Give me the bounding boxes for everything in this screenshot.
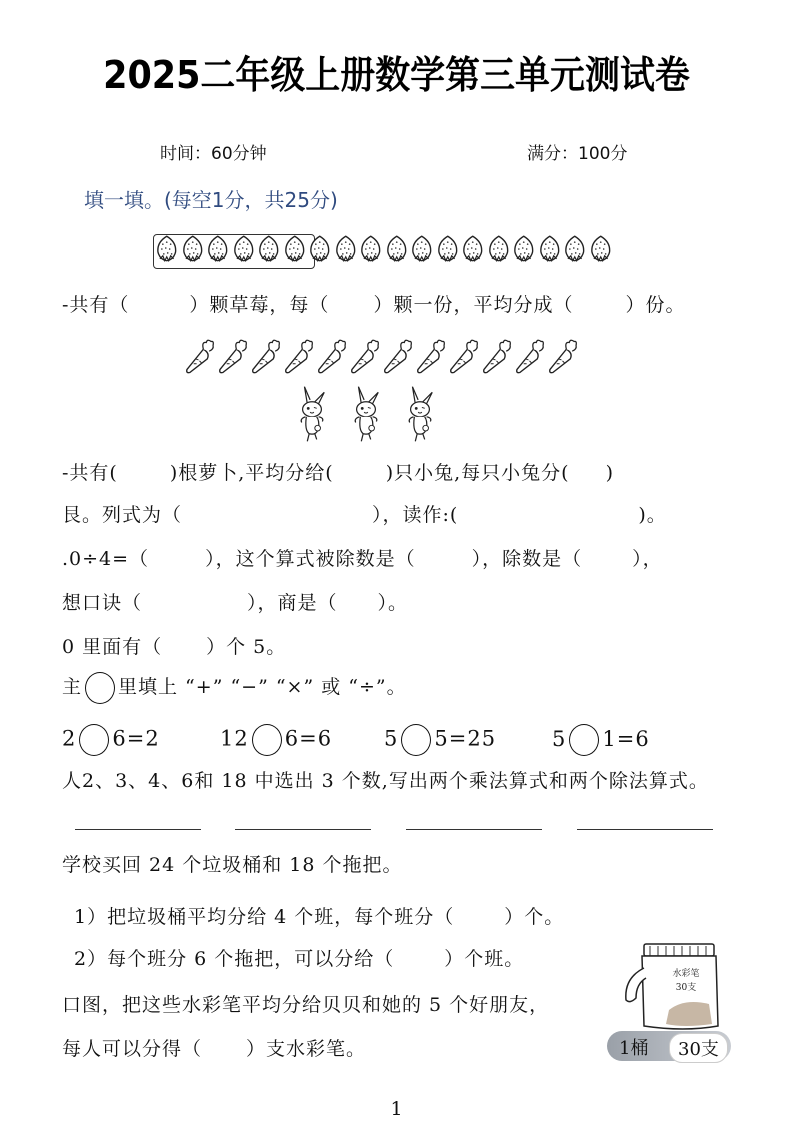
q6-answer-line-2[interactable] <box>235 829 371 830</box>
q7-sub2-text-b: ）个班。 <box>444 948 525 970</box>
strawberry-icon <box>334 234 358 264</box>
q7-sub1-text-b: ）个。 <box>504 906 565 928</box>
carrot-icon <box>283 337 314 377</box>
rabbit-icon <box>350 383 382 445</box>
question-6: 人2、3、4、6和 18 中选出 3 个数,写出两个乘法算式和两个除法算式。 <box>62 770 709 792</box>
time-limit: 时间：60分钟 <box>160 144 267 164</box>
q6-answer-line-3[interactable] <box>406 829 542 830</box>
strawberry-icon <box>512 234 536 264</box>
q2-text-f: ），读作:( <box>372 504 459 526</box>
q5-text-a: 主 <box>62 676 83 698</box>
carrot-icon <box>316 337 347 377</box>
q5-operator-input-4[interactable] <box>569 724 599 756</box>
carrot-icon <box>250 337 281 377</box>
q5-text-b: 里填上 “+” “−” “×” 或 “÷”。 <box>118 676 407 698</box>
q3-text-g: ）。 <box>377 592 409 614</box>
q3-text-a: .0÷4=（ <box>62 548 150 570</box>
strawberry-icon <box>461 234 485 264</box>
strawberry-icon <box>308 234 332 264</box>
q1-text-b: ）颗草莓，每（ <box>189 294 330 316</box>
q5-operator-input-1[interactable] <box>79 724 109 756</box>
q6-answer-line-1[interactable] <box>75 829 201 830</box>
question-5-instruction <box>62 672 407 704</box>
q6-answer-line-4[interactable] <box>577 829 713 830</box>
q1-text-a: -共有（ <box>62 294 130 316</box>
q7-sub1-text-a: 1）把垃圾桶平均分给 4 个班，每个班分（ <box>74 906 455 928</box>
question-8-line-2 <box>62 1034 366 1061</box>
q7-sub2-text-a: 2）每个班分 6 个拖把，可以分给（ <box>74 948 395 970</box>
strawberry-icon <box>155 234 179 264</box>
carrot-icon <box>514 337 545 377</box>
page-title: 2025二年级上册数学第三单元测试卷 <box>103 53 690 97</box>
q2-text-e: 艮。列式为（ <box>62 504 183 526</box>
strawberry-row <box>155 234 612 264</box>
rabbit-icon <box>296 383 328 445</box>
operator-circle-icon <box>85 672 115 704</box>
strawberry-icon <box>232 234 256 264</box>
q3-text-b: ），这个算式被除数是（ <box>205 548 416 570</box>
carrot-icon <box>448 337 479 377</box>
strawberry-icon <box>538 234 562 264</box>
q3-text-d: ）， <box>632 548 663 570</box>
question-3-line-1 <box>62 544 663 571</box>
q2-text-a: -共有( <box>62 462 118 484</box>
section-title: 填一填。(每空1分，共25分) <box>84 188 338 212</box>
q5-operator-input-2[interactable] <box>252 724 282 756</box>
bucket-tag-quantity: 1桶 <box>619 1038 649 1059</box>
bucket-quantity-tag <box>607 1031 731 1061</box>
rabbit-icon <box>404 383 436 445</box>
carrot-icon <box>382 337 413 377</box>
carrot-icon <box>481 337 512 377</box>
question-7-intro: 学校买回 24 个垃圾桶和 18 个拖把。 <box>62 854 403 876</box>
q5-item-3: 5 5=25 <box>384 724 552 756</box>
q8-text-a: 每人可以分得（ <box>62 1038 203 1060</box>
strawberry-icon <box>589 234 613 264</box>
strawberry-icon <box>487 234 511 264</box>
question-7-sub-1 <box>74 902 564 929</box>
question-8-line-1: 口图，把这些水彩笔平均分给贝贝和她的 5 个好朋友， <box>62 994 550 1016</box>
q3-text-e: 想口诀（ <box>62 592 143 614</box>
q1-text-d: ）份。 <box>625 294 686 316</box>
svg-text:水彩笔: 水彩笔 <box>672 969 700 979</box>
question-5-items <box>62 724 650 756</box>
question-4 <box>62 632 286 659</box>
q8-text-b: ）支水彩笔。 <box>246 1038 367 1060</box>
strawberry-icon <box>283 234 307 264</box>
question-1 <box>62 290 685 317</box>
strawberry-icon <box>359 234 383 264</box>
rabbit-row <box>296 383 436 445</box>
q2-text-c: )只小兔,每只小兔分( <box>385 462 570 484</box>
strawberry-icon <box>436 234 460 264</box>
q5-item-4: 5 1=6 <box>552 727 650 751</box>
svg-text:30支: 30支 <box>675 983 697 993</box>
q1-text-c: ）颗一份，平均分成（ <box>373 294 574 316</box>
question-3-line-2 <box>62 588 408 615</box>
carrot-icon <box>547 337 578 377</box>
question-2-line-2 <box>62 500 667 527</box>
carrot-icon <box>217 337 248 377</box>
strawberry-icon <box>257 234 281 264</box>
bucket-tag-value: 30支 <box>669 1033 728 1063</box>
q5-operator-input-3[interactable] <box>401 724 431 756</box>
q5-item-1: 2 6=2 <box>62 724 220 756</box>
carrot-icon <box>415 337 446 377</box>
full-score: 满分：100分 <box>527 144 628 164</box>
q2-text-d: ) <box>605 462 615 484</box>
carrot-row <box>184 337 578 377</box>
strawberry-icon <box>385 234 409 264</box>
strawberry-icon <box>206 234 230 264</box>
q4-text-b: ）个 5。 <box>206 636 287 658</box>
q4-text-a: 0 里面有（ <box>62 636 163 658</box>
q3-text-f: ），商是（ <box>247 592 338 614</box>
page-number: 1 <box>390 1098 403 1120</box>
q2-text-g: )。 <box>638 504 667 526</box>
q2-text-b: )根萝卜,平均分给( <box>169 462 334 484</box>
carrot-icon <box>184 337 215 377</box>
q5-item-2: 12 6=6 <box>220 724 384 756</box>
q3-text-c: ），除数是（ <box>471 548 583 570</box>
strawberry-icon <box>563 234 587 264</box>
strawberry-icon <box>181 234 205 264</box>
carrot-icon <box>349 337 380 377</box>
question-7-sub-2 <box>74 944 524 971</box>
question-2-line-1 <box>62 458 614 485</box>
strawberry-icon <box>410 234 434 264</box>
